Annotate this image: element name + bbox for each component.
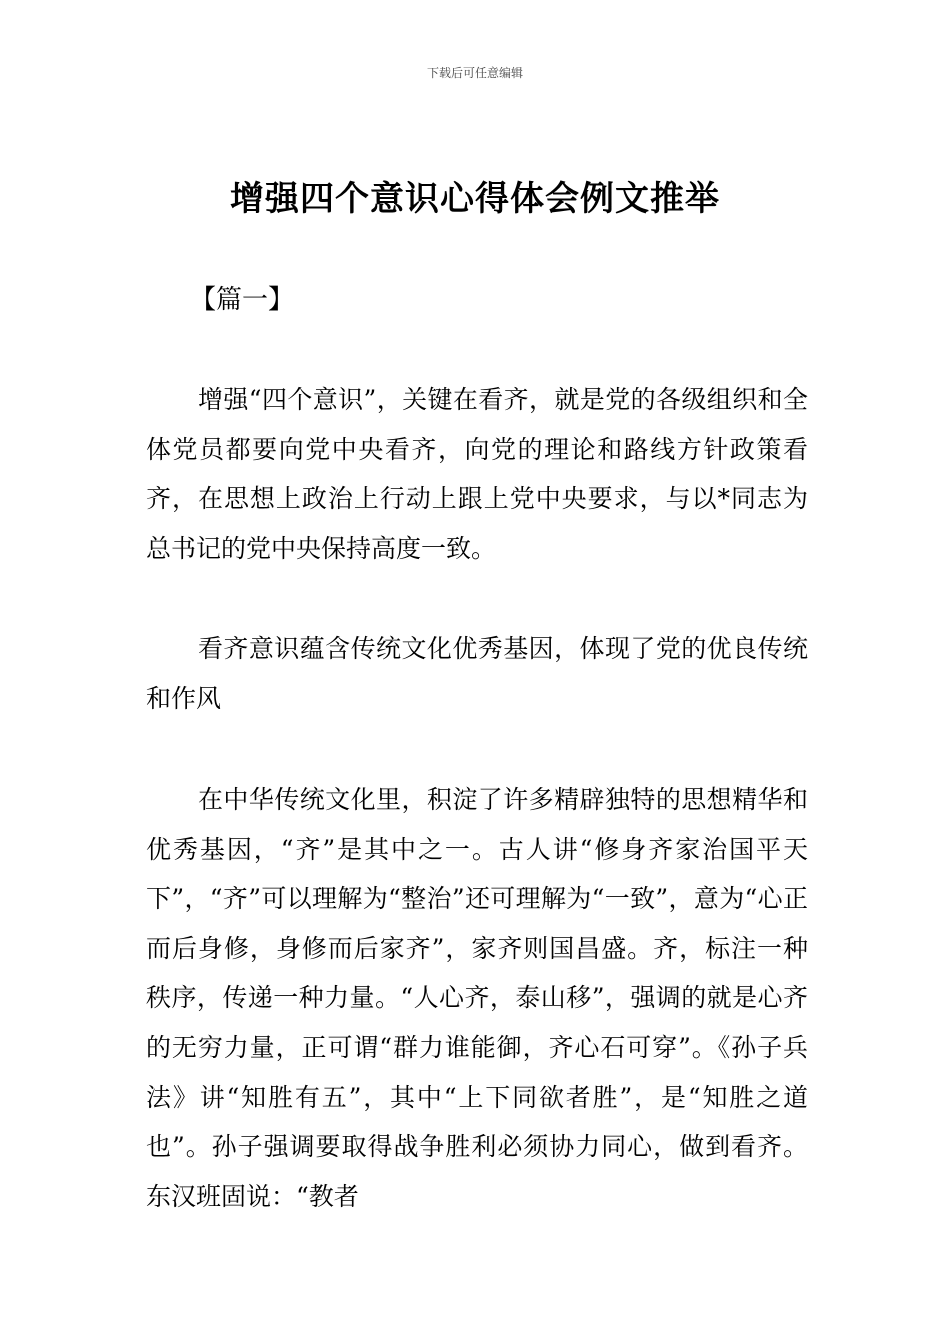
paragraph-3: 在中华传统文化里，积淀了许多精辟独特的思想精华和优秀基因，“齐”是其中之一。古人讲“修身齐家治国平天下”，“齐”可以理解为“整治”还可理解为“一致”，意为“心正而后身修，身修而后家齐”，家齐则国昌盛。齐，标注一种秩序，传递一种力量。“人心齐，泰山移”，强调的就是心齐的无穷力量，正可谓“群力谁能御，齐心石可穿”。《孙子兵法》讲“知胜有五”，其中“上下同欲者胜”，是“知胜之道也”。孙子强调要取得战争胜利必须协力同心，做到看齐。东汉班固说：“教者	[146, 785, 808, 1211]
document-title: 增强四个意识心得体会例文推举	[230, 179, 720, 219]
paragraph-2: 看齐意识蕴含传统文化优秀基因，体现了党的优良传统和作风	[146, 634, 808, 713]
paragraph-1: 增强“四个意识”，关键在看齐，就是党的各级组织和全体党员都要向党中央看齐，向党的理论和路线方针政策看齐，在思想上政治上行动上跟上党中央要求，与以*同志为总书记的党中央保持高度一致。	[146, 385, 808, 563]
section-label: 【篇一】	[190, 285, 295, 315]
header-note: 下载后可任意编辑	[426, 66, 523, 80]
